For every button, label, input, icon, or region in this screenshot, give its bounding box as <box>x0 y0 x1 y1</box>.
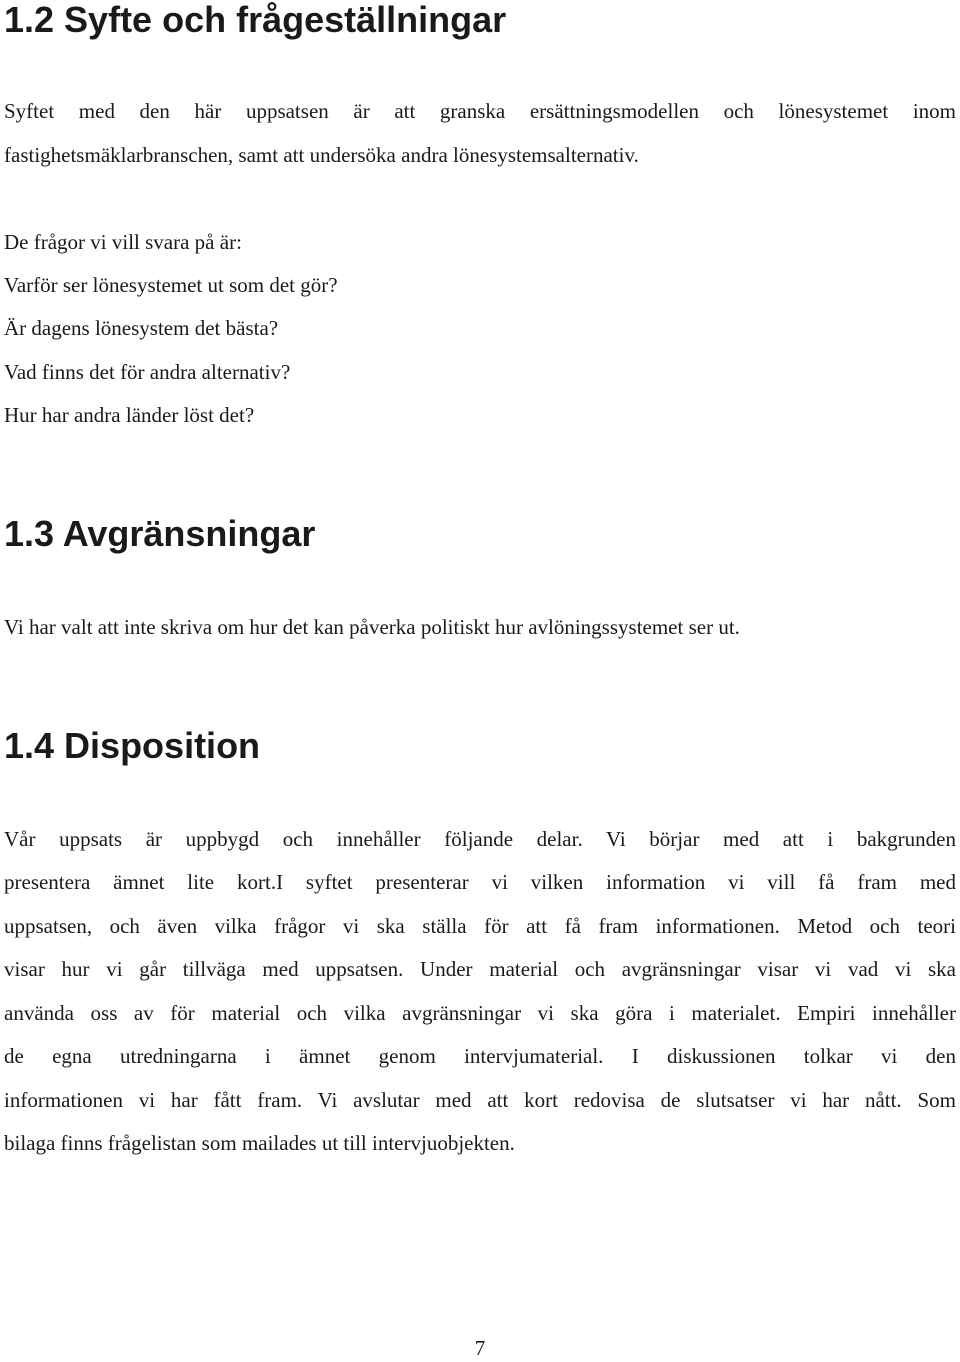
disposition-paragraph-line-8: bilaga finns frågelistan som mailades ut till intervjuobjekten. <box>4 1131 515 1155</box>
section-heading-syfte: 1.2 Syfte och frågeställningar <box>4 0 507 40</box>
syfte-paragraph-line-1: Syftet med den här uppsatsen är att granska ersättningsmodellen och lönesystemet inom <box>4 99 956 123</box>
question-item-1: Varför ser lönesystemet ut som det gör? <box>4 273 338 297</box>
question-item-2: Är dagens lönesystem det bästa? <box>4 316 279 340</box>
page-number: 7 <box>474 1336 486 1360</box>
disposition-paragraph-line-5: använda oss av för material och vilka avgränsningar vi ska göra i materialet. Empiri innehåller <box>4 1001 956 1025</box>
disposition-paragraph-line-2: presentera ämnet lite kort.I syftet presenterar vi vilken information vi vill få fram med <box>4 870 956 894</box>
question-item-4: Hur har andra länder löst det? <box>4 403 255 427</box>
question-item-3: Vad finns det för andra alternativ? <box>4 360 291 384</box>
section-heading-avgransningar: 1.3 Avgränsningar <box>4 513 316 554</box>
avgransningar-paragraph: Vi har valt att inte skriva om hur det kan påverka politiskt hur avlöningssystemet ser ut. <box>4 615 740 639</box>
disposition-paragraph-line-4: visar hur vi går tillväga med uppsatsen. Under material och avgränsningar visar vi vad vi ska <box>4 957 956 981</box>
disposition-paragraph-line-6: de egna utredningarna i ämnet genom intervjumaterial. I diskussionen tolkar vi den <box>4 1044 956 1068</box>
disposition-paragraph-line-1: Vår uppsats är uppbygd och innehåller följande delar. Vi börjar med att i bakgrunden <box>4 827 956 851</box>
disposition-paragraph-line-3: uppsatsen, och även vilka frågor vi ska ställa för att få fram informationen. Metod och teori <box>4 914 956 938</box>
section-heading-disposition: 1.4 Disposition <box>4 725 261 766</box>
disposition-paragraph-line-7: informationen vi har fått fram. Vi avslutar med att kort redovisa de slutsatser vi har nått. Som <box>4 1088 956 1112</box>
syfte-paragraph-line-2: fastighetsmäklarbranschen, samt att undersöka andra lönesystemsalternativ. <box>4 143 639 167</box>
questions-intro: De frågor vi vill svara på är: <box>4 230 242 254</box>
